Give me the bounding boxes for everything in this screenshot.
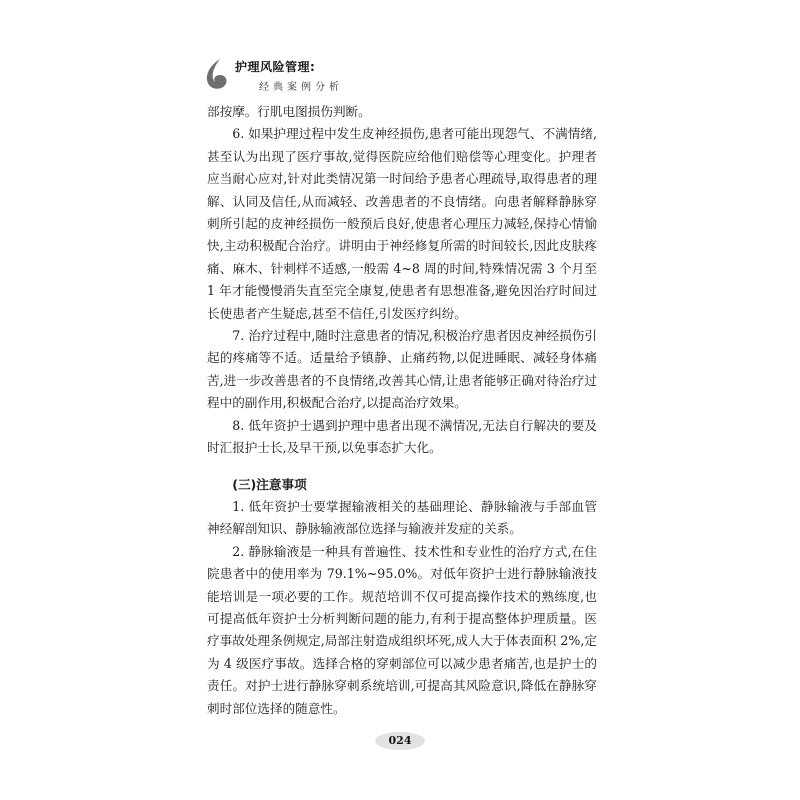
book-subtitle: 经典案例分析 <box>259 82 343 93</box>
paragraph-item-7: 7. 治疗过程中,随时注意患者的情况,积极治疗患者因皮神经损伤引起的疼痛等不适。适量给予镇静、止痛药物,以促进睡眠、减轻身体痛苦,进一步改善患者的不良情绪,改善其心情,让患者能够正确对待治疗过程中的副作用,积极配合治疗,以提高治疗效果。 <box>207 328 597 411</box>
paragraph-item-6: 6. 如果护理过程中发生皮神经损伤,患者可能出现怨气、不满情绪,甚至认为出现了医疗事故,觉得医院应给他们赔偿等心理变化。护理者应当耐心应对,针对此类情况第一时间给予患者心理疏导,取得患者的理解、认同及信任,从而减轻、改善患者的不良情绪。向患者解释静脉穿刺所引起的皮神经损伤一般预后良好,使患者心理压力减轻,保持心情愉快,主动积极配合治疗。讲明由于神经修复所需的时间较长,因此皮肤疼痛、麻木、针刺样不适感,一般需 4~8 周的时间,特殊情况需 3 个月至 1 年才能慢慢消失直至完全康复,使患者有思想准备,避免因治疗时间过长使患者产生疑虑,甚至不信任,引发医疗纠纷。 <box>207 126 597 321</box>
paragraph-continuation: 部按摩。行肌电图损伤判断。 <box>207 104 371 119</box>
page-number: 024 <box>375 732 425 750</box>
paragraph-item-8: 8. 低年资护士遇到护理中患者出现不满情况,无法自行解决的要及时汇报护士长,及早干预,以免事态扩大化。 <box>207 417 597 456</box>
book-title: 护理风险管理: <box>235 60 316 74</box>
page-body <box>207 101 597 720</box>
section-heading: (三)注意事项 <box>232 476 307 492</box>
paragraph-note-1: 1. 低年资护士要掌握输液相关的基础理论、静脉输液与手部血管神经解剖知识、静脉输液部位选择与输液并发症的关系。 <box>207 498 597 537</box>
flame-swirl-logo-icon <box>203 58 231 92</box>
paragraph-note-2: 2. 静脉输液是一种具有普遍性、技术性和专业性的治疗方式,在住院患者中的使用率为 79.1%~95.0%。对低年资护士进行静脉输液技能培训是一项必要的工作。规范培训不仅可提高操作技术的熟练度,也可提高低年资护士分析判断问题的能力,有利于提高整体护理质量。医疗事故处理条例规定,局部注射造成组织坏死,成人大于体表面积 2%,定为 4 级医疗事故。选择合格的穿刺部位可以减少患者痛苦,也是护士的责任。对护士进行静脉穿刺系统培训,可提高其风险意识,降低在静脉穿刺时部位选择的随意性。 <box>207 543 597 716</box>
running-header <box>203 56 403 106</box>
